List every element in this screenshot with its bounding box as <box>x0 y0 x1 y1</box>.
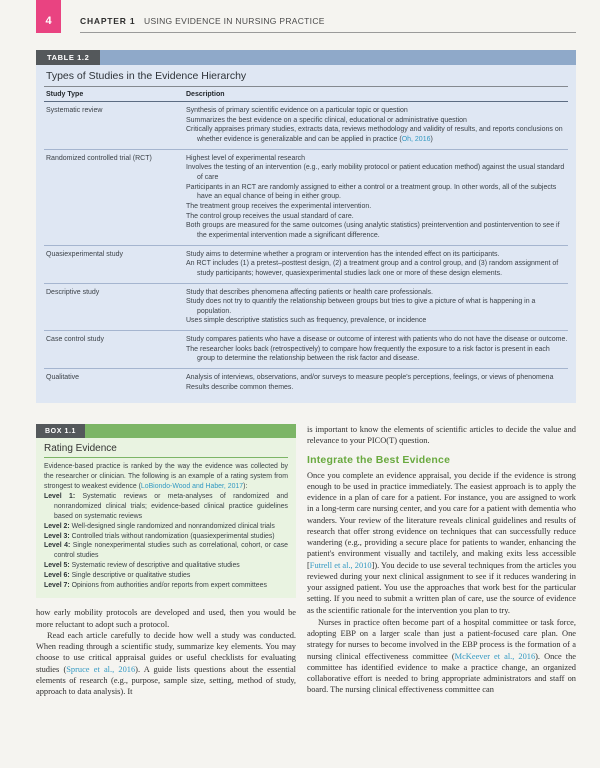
box-label-chip: BOX 1.1 <box>36 424 85 438</box>
description-line: Involves the testing of an intervention (e.g., early mobility protocol or patient education method) against the usual standard of care <box>186 164 565 181</box>
study-type-cell: Case control study <box>46 336 104 344</box>
description-cell <box>186 335 568 364</box>
body-paragraph <box>307 470 576 616</box>
description-line: Highest level of experimental research <box>186 154 306 162</box>
description-line: Analysis of interviews, observations, and/or surveys to measure people's perceptions, feelings, or views of phenomena <box>186 374 554 382</box>
description-line: An RCT includes (1) a pretest–posttest design, (2) a treatment group and a control group, and (3) random assignment of study participants; however, quasiexperimental studies lack one or more of these design elements. <box>186 260 559 277</box>
description-line: Study aims to determine whether a program or intervention has the intended effect on its participants. <box>186 250 500 258</box>
box-title: Rating Evidence <box>44 443 288 458</box>
paragraph-text: Nurses in practice often become part of a hospital committee or task force, adopting EBP on a larger scale than just a patient-focused care plan. One strategy for nurses to become involved in the EBP process is the formation of a nursing clinical effectiveness committee ( <box>307 617 576 661</box>
evidence-level <box>44 532 288 542</box>
column-header-study-type: Study Type <box>46 91 84 98</box>
table-row <box>44 369 568 396</box>
paragraph-text: ). Once the committee has identified evidence to make a practice change, an organized collaborative effort is needed to bring appropriate administrators and staff on board. The nursing clinical effectiveness committee can <box>307 651 577 695</box>
description-line <box>186 125 568 144</box>
description-line: The control group receives the usual standard of care. <box>186 212 354 220</box>
paragraph-text: Once you complete an evidence appraisal, you decide if the evidence is strong enough to be used in practice immediately. The easiest approach is to apply the evidence in a plan of care for a patient. For instance, you are assigned to work in a long-term care nursing center, and you care for a patient with dementia who wanders. Your review of the literature reveals clinical guidelines and results of research that offer strong evidence on techniques that can successfully reduce wandering (e.g., providing a secure place for patients to wander, enhancing the patient's environment visually and tactilely, and making exits less accessible [ <box>307 470 576 570</box>
table-row <box>44 331 568 369</box>
two-column-body <box>36 424 576 697</box>
description-line: Study that describes phenomena affecting patients or health care professionals. <box>186 288 433 296</box>
evidence-level <box>44 541 288 561</box>
evidence-hierarchy-table <box>36 50 576 403</box>
section-heading: Integrate the Best Evidence <box>307 453 451 466</box>
level-label: Level 7: <box>44 581 70 589</box>
level-text: Single descriptive or qualitative studies <box>69 571 191 579</box>
description-line: The researcher looks back (retrospectively) to compare how frequently the exposure to a risk factor is present in each group to determine the relationship between the risk factor and disease. <box>186 345 550 363</box>
description-line: Uses simple descriptive statistics such as frequency, prevalence, or incidence <box>186 317 427 325</box>
study-type-cell: Systematic review <box>46 107 103 114</box>
table-label-chip: TABLE 1.2 <box>36 50 100 65</box>
level-text: Well-designed single randomized and nonrandomized clinical trials <box>69 522 275 530</box>
paragraph-text: ). A guide lists questions about the essential elements of research (e.g., purpose, sample size, setting, method of study, approach to data analysis). It <box>36 664 296 697</box>
paragraph-text: ]). You decide to use several techniques from the articles you reviewed during your next clinical assignment to see if it reduces wandering in your assigned patient. You use the approaches that work best for the particular setting. If you need to submit a written plan of care, use the source of evidence as the scientific rationale for the intervention you plan to try. <box>307 560 577 615</box>
level-label: Level 6: <box>44 571 70 579</box>
left-column <box>36 424 296 697</box>
level-text: Opinions from authorities and/or reports from expert committees <box>69 581 267 589</box>
study-type-cell: Quasiexperimental study <box>46 250 124 258</box>
rating-evidence-box <box>36 424 296 598</box>
description-line: Participants in an RCT are randomly assigned to either a control or a treatment group. In other words, all of the subjects have an equal chance of being in either group. <box>186 183 557 201</box>
description-line: Summarizes the best evidence on a specific clinical, educational or administrative question <box>186 116 467 124</box>
study-type-cell: Qualitative <box>46 374 80 382</box>
level-label: Level 1: <box>44 493 76 501</box>
description-text: Critically appraises primary studies, extracts data, reviews methodology and validity of results, and reports conclusions on whether evidence is generalizable and can be applied in practice ( <box>186 126 563 143</box>
table-row <box>44 102 568 150</box>
study-type-cell: Randomized controlled trial (RCT) <box>46 154 152 162</box>
box-body <box>36 438 296 598</box>
table-column-headers <box>44 87 568 102</box>
description-line: The treatment group receives the experimental intervention. <box>186 202 372 210</box>
level-label: Level 5: <box>44 561 70 569</box>
body-paragraph <box>307 617 576 696</box>
evidence-level <box>44 522 288 532</box>
box-intro-text: ): <box>243 482 248 490</box>
box-header-bar <box>36 424 296 438</box>
paragraph-text: Read each article carefully to decide how well a study was conducted. When reading through a scientific study, summarize key elements. You may choose to use critical appraisal guides or useful checklists for evaluating studies ( <box>36 630 296 674</box>
level-label: Level 4: <box>44 542 71 550</box>
chapter-title: USING EVIDENCE IN NURSING PRACTICE <box>144 16 325 26</box>
study-type-cell: Descriptive study <box>46 288 100 296</box>
page-number-badge <box>36 0 61 33</box>
box-intro-text: Evidence-based practice is ranked by the way the evidence was collected by the researcher or clinician. The following is an example of a rating system from strongest to weakest evidence ( <box>44 463 288 490</box>
description-line: Study compares patients who have a disease or outcome of interest with patients who do not have the disease or outcome. <box>186 336 568 344</box>
citation-link[interactable]: McKeever et al., 2016 <box>454 651 536 661</box>
chapter-label: CHAPTER 1 <box>80 16 136 26</box>
description-cell <box>186 250 568 279</box>
body-paragraph <box>36 630 296 698</box>
citation-link[interactable]: LoBiondo-Wood and Haber, 2017 <box>140 482 244 490</box>
table-body <box>36 65 576 403</box>
table-header-bar <box>36 50 576 65</box>
evidence-level <box>44 492 288 521</box>
evidence-level <box>44 571 288 581</box>
running-head <box>80 16 576 33</box>
citation-link[interactable]: Futrell et al., 2010 <box>309 560 372 570</box>
right-column <box>307 424 576 697</box>
evidence-level <box>44 561 288 571</box>
body-paragraph: how early mobility protocols are developed and used, then you would be more reluctant to adopt such a protocol. <box>36 608 296 629</box>
column-header-description: Description <box>186 91 225 98</box>
box-header-bar-fill <box>85 424 296 438</box>
table-title: Types of Studies in the Evidence Hierarchy <box>44 65 568 87</box>
level-label: Level 2: <box>44 522 70 530</box>
description-cell <box>186 373 568 392</box>
description-line: Study does not try to quantify the relationship between groups but tries to give a picture of what is happening in a population. <box>186 298 536 315</box>
level-text: Controlled trials without randomization (quasiexperimental studies) <box>69 532 275 540</box>
citation-link[interactable]: Spruce et al., 2016 <box>66 664 136 674</box>
description-line: Synthesis of primary scientific evidence on a particular topic or question <box>186 107 408 114</box>
citation-link[interactable]: Oh, 2016 <box>401 135 431 143</box>
table-row <box>44 284 568 332</box>
table-header-bar-fill <box>100 50 576 65</box>
description-line: Both groups are measured for the same outcomes (using analytic statistics) preintervention and postintervention to see if the experimental intervention made a significant difference. <box>186 222 560 239</box>
description-cell <box>186 106 568 145</box>
table-row <box>44 246 568 284</box>
table-row <box>44 150 568 246</box>
level-label: Level 3: <box>44 532 70 540</box>
description-text: ) <box>430 135 433 143</box>
evidence-level <box>44 581 288 591</box>
description-line: Results describe common themes. <box>186 383 294 391</box>
body-paragraph: is important to know the elements of scientific articles to decide the value and relevance to your PICO(T) question. <box>307 425 576 446</box>
level-text: Single nonexperimental studies such as correlational, cohort, or case control studies <box>54 542 288 560</box>
description-cell <box>186 154 568 241</box>
page-header <box>0 0 600 40</box>
description-cell <box>186 288 568 327</box>
box-intro <box>44 462 288 491</box>
page-number: 4 <box>45 15 52 27</box>
level-text: Systematic review of descriptive and qualitative studies <box>69 561 240 569</box>
level-text: Systematic reviews or meta-analyses of randomized and nonrandomized clinical trials; evidence-based clinical practice guidelines based on systematic reviews <box>54 493 288 520</box>
